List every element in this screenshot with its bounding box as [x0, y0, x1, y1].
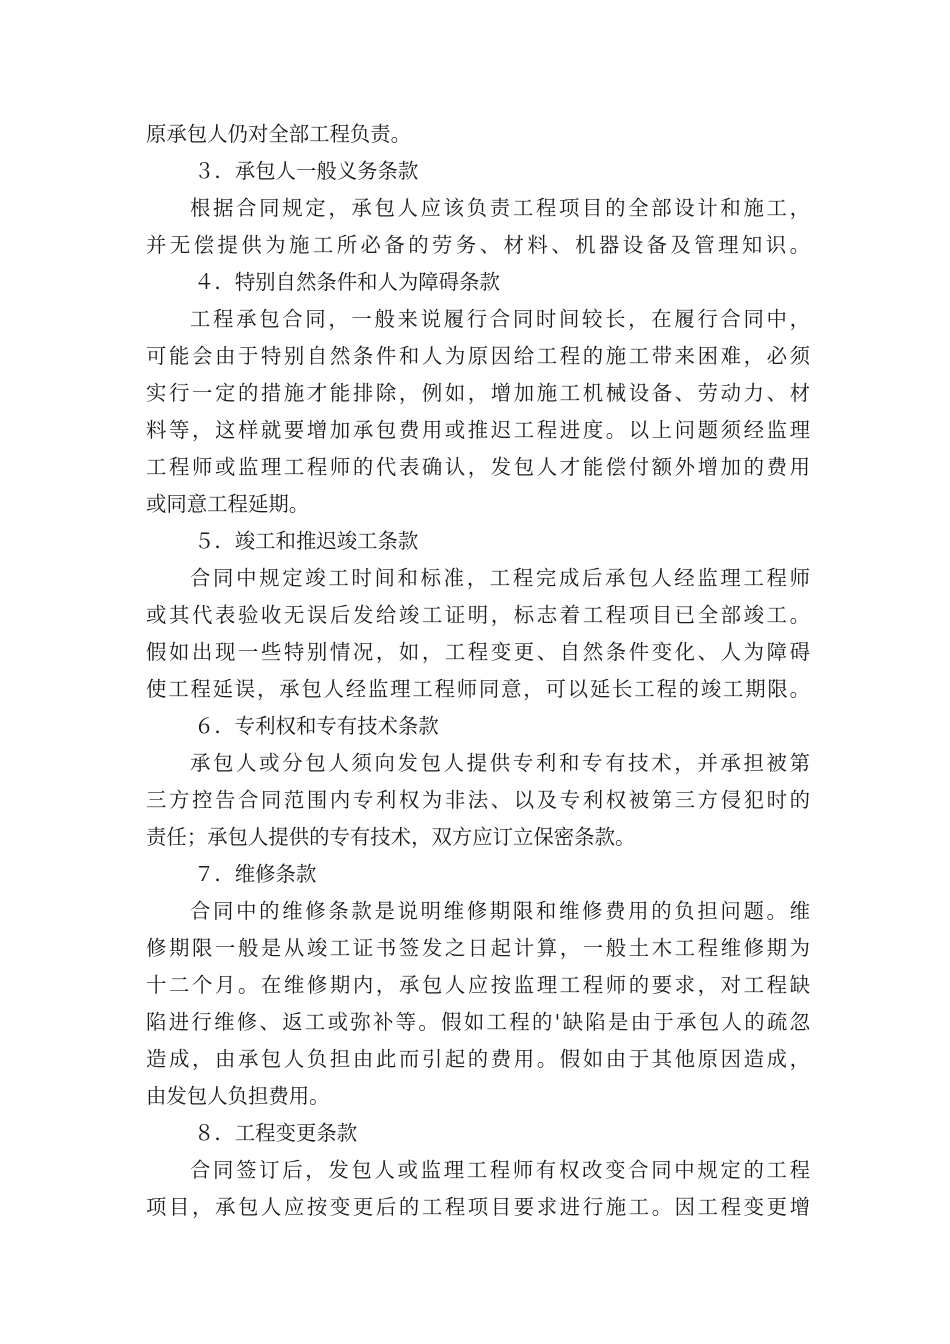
paragraph-line: 合同中的维修条款是说明维修期限和维修费用的负担问题。维	[190, 899, 810, 923]
paragraph-line: 根据合同规定，承包人应该负责工程项目的全部设计和施工，	[190, 196, 810, 220]
paragraph-line: 工程承包合同，一般来说履行合同时间较长，在履行合同中，	[190, 307, 810, 331]
paragraph-line: 责任；承包人提供的专有技术，双方应订立保密条款。	[146, 825, 636, 849]
paragraph-line: 三方控告合同范围内专利权为非法、以及专利权被第三方侵犯时的	[146, 788, 810, 812]
paragraph-line: 实行一定的措施才能排除，例如，增加施工机械设备、劳动力、材	[146, 381, 810, 405]
section-heading-8: ８．工程变更条款	[194, 1121, 358, 1145]
paragraph-line: 假如出现一些特别情况，如，工程变更、自然条件变化、人为障碍	[146, 640, 810, 664]
paragraph-line: 可能会由于特别自然条件和人为原因给工程的施工带来困难，必须	[146, 344, 810, 368]
document-body	[146, 116, 810, 1226]
section-heading-6: ６．专利权和专有技术条款	[194, 714, 439, 738]
paragraph-line: 料等，这样就要增加承包费用或推迟工程进度。以上问题须经监理	[146, 418, 810, 442]
paragraph-line: 或同意工程延期。	[146, 492, 310, 516]
paragraph-line: 承包人或分包人须向发包人提供专利和专有技术，并承担被第	[190, 751, 810, 775]
paragraph-line: 使工程延误，承包人经监理工程师同意，可以延长工程的竣工期限。	[146, 677, 810, 701]
section-heading-4: ４．特别自然条件和人为障碍条款	[194, 270, 500, 294]
paragraph-line: 并无偿提供为施工所必备的劳务、材料、机器设备及管理知识。	[146, 233, 810, 257]
paragraph-line: 或其代表验收无误后发给竣工证明，标志着工程项目已全部竣工。	[146, 603, 810, 627]
section-heading-3: ３．承包人一般义务条款	[194, 159, 419, 183]
paragraph-line: 工程师或监理工程师的代表确认，发包人才能偿付额外增加的费用	[146, 455, 810, 479]
paragraph-line: 造成，由承包人负担由此而引起的费用。假如由于其他原因造成，	[146, 1047, 810, 1071]
paragraph-line: 合同中规定竣工时间和标准，工程完成后承包人经监理工程师	[190, 566, 810, 590]
paragraph-line: 原承包人仍对全部工程负责。	[146, 122, 412, 146]
paragraph-line: 由发包人负担费用。	[146, 1084, 330, 1108]
paragraph-line: 十二个月。在维修期内，承包人应按监理工程师的要求，对工程缺	[146, 973, 810, 997]
paragraph-line: 修期限一般是从竣工证书签发之日起计算，一般土木工程维修期为	[146, 936, 810, 960]
paragraph-line: 陷进行维修、返工或弥补等。假如工程的'缺陷是由于承包人的疏忽	[146, 1010, 810, 1034]
section-heading-5: ５．竣工和推迟竣工条款	[194, 529, 419, 553]
paragraph-line: 合同签订后，发包人或监理工程师有权改变合同中规定的工程	[190, 1158, 810, 1182]
section-heading-7: ７．维修条款	[194, 862, 317, 886]
paragraph-line: 项目，承包人应按变更后的工程项目要求进行施工。因工程变更增	[146, 1195, 810, 1219]
